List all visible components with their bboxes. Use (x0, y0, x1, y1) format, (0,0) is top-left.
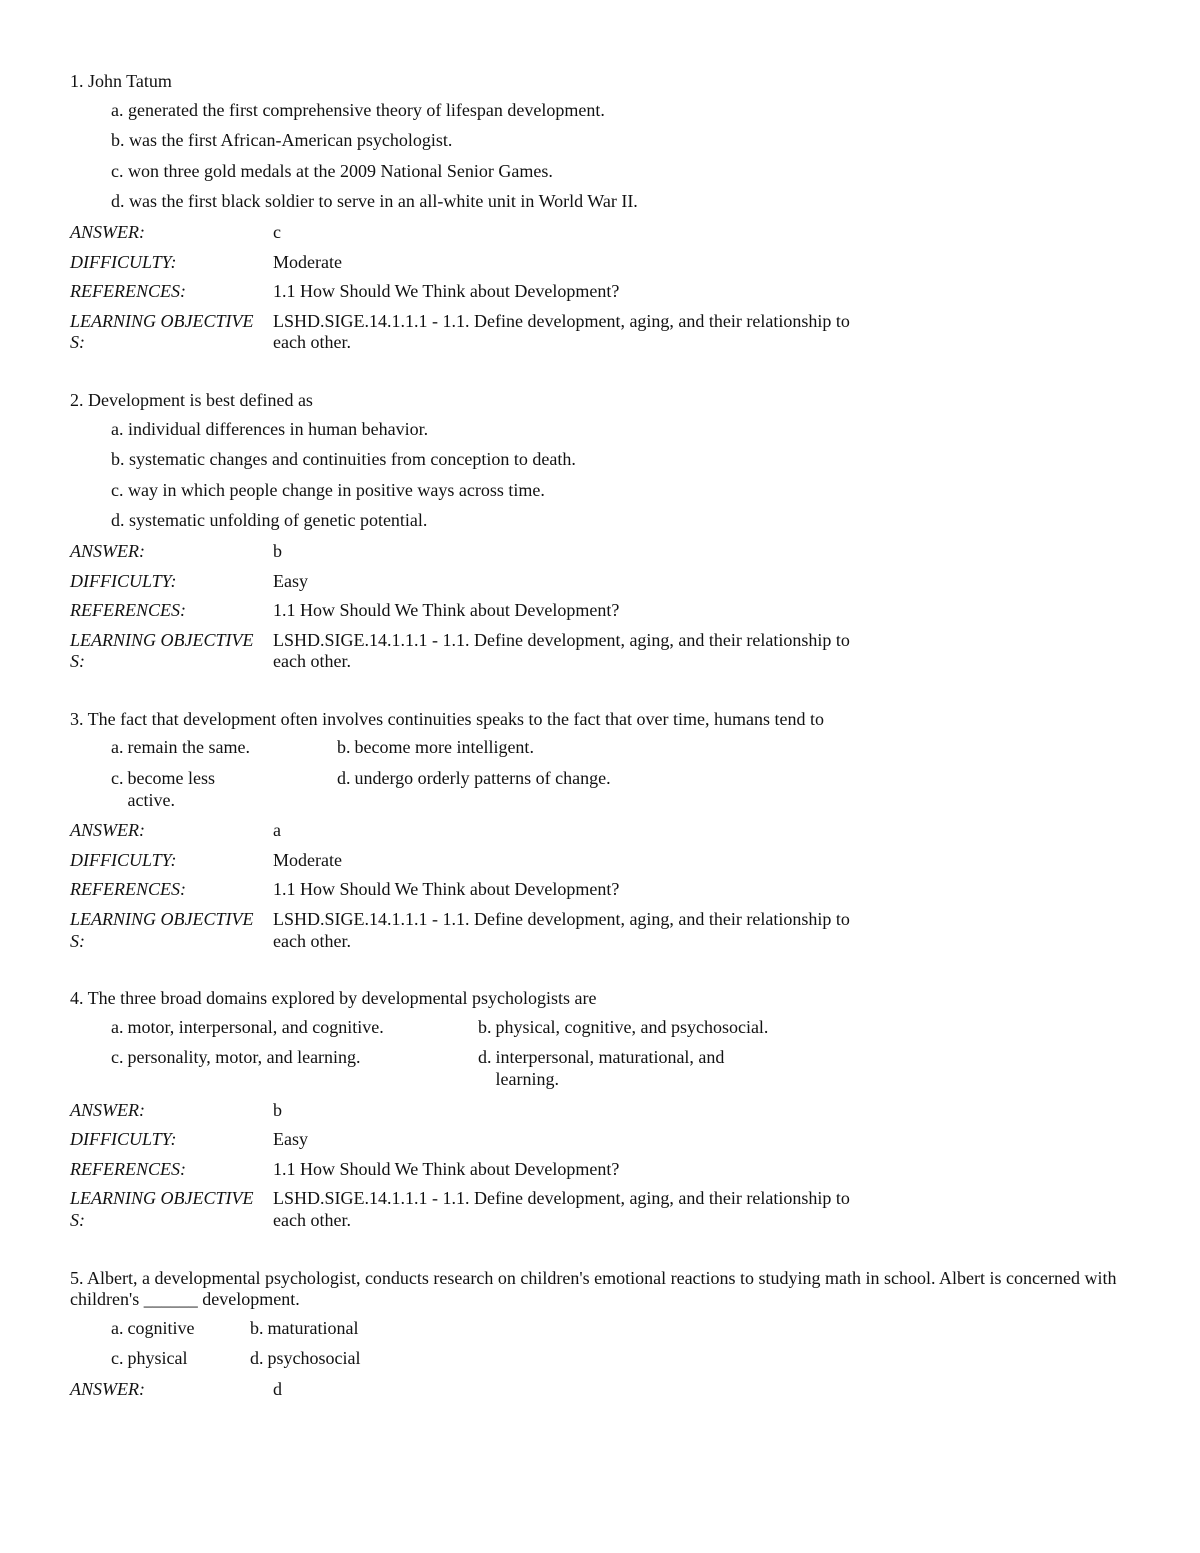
references-row (70, 281, 1160, 303)
learning-objectives-value: LSHD.SIGE.14.1.1.1 - 1.1. Define development, aging, and their relationship to each other. (273, 310, 850, 353)
answer-row (70, 1100, 1160, 1122)
option-letter: a. (111, 1317, 124, 1338)
option-text: physical (127, 1348, 188, 1369)
option-c (111, 1348, 250, 1370)
option-c (111, 1047, 478, 1090)
difficulty-label: DIFFICULTY: (70, 849, 177, 870)
option-a (111, 1318, 250, 1340)
learning-objectives-row (70, 909, 1160, 952)
learning-objectives-value: LSHD.SIGE.14.1.1.1 - 1.1. Define development, aging, and their relationship to each other. (273, 629, 850, 672)
option-text: maturational (267, 1317, 359, 1338)
option-grid-row (111, 1017, 1160, 1039)
difficulty-label: DIFFICULTY: (70, 251, 177, 272)
option-letter: c. (111, 768, 124, 789)
answer-label: ANSWER: (70, 820, 145, 841)
option-d (111, 191, 1160, 213)
option-d (337, 768, 737, 811)
question-stem: 1. John Tatum (70, 71, 172, 91)
option-letter: d. (337, 768, 351, 789)
answer-row (70, 222, 1160, 244)
option-letter: a. (111, 737, 124, 758)
answer-row (70, 1379, 1160, 1401)
option-text: psychosocial (267, 1348, 361, 1369)
references-row (70, 1159, 1160, 1181)
option-b (250, 1318, 450, 1340)
option-a (111, 1017, 478, 1039)
references-label: REFERENCES: (70, 281, 186, 302)
option-letter: c. (111, 1047, 124, 1068)
option-letter: c. (111, 1348, 124, 1369)
answer-row (70, 541, 1160, 563)
option-text: won three gold medals at the 2009 National Senior Games. (128, 160, 553, 181)
option-text: motor, interpersonal, and cognitive. (127, 1016, 384, 1037)
option-text: systematic changes and continuities from conception to death. (129, 449, 576, 470)
learning-objectives-row (70, 311, 1160, 354)
option-letter: c. (111, 160, 124, 181)
difficulty-value: Easy (273, 1129, 308, 1150)
option-c (111, 768, 243, 811)
option-text: physical, cognitive, and psychosocial. (495, 1016, 769, 1037)
option-letter: d. (478, 1047, 492, 1068)
option-letter: b. (337, 737, 351, 758)
answer-value: d (273, 1378, 282, 1399)
learning-objectives-label: LEARNING OBJECTIVES: (70, 909, 254, 951)
difficulty-row (70, 571, 1160, 593)
option-a (111, 419, 1160, 441)
option-letter: b. (111, 449, 125, 470)
answer-value: b (273, 1099, 282, 1120)
learning-objectives-row (70, 1188, 1160, 1231)
difficulty-value: Moderate (273, 251, 342, 272)
answer-label: ANSWER: (70, 1099, 145, 1120)
option-letter: c. (111, 479, 124, 500)
option-text: undergo orderly patterns of change. (354, 768, 611, 789)
option-text: cognitive (127, 1317, 195, 1338)
question-3 (70, 709, 1160, 952)
question-1 (70, 71, 1160, 354)
option-text: become more intelligent. (354, 737, 534, 758)
option-text: become less active. (127, 768, 215, 810)
option-text: interpersonal, maturational, and learning. (495, 1047, 725, 1089)
option-d (478, 1047, 778, 1090)
option-grid-row (111, 737, 1160, 759)
references-value: 1.1 How Should We Think about Development? (273, 879, 620, 900)
question-stem: 2. Development is best defined as (70, 389, 313, 410)
references-row (70, 879, 1160, 901)
learning-objectives-row (70, 630, 1160, 673)
learning-objectives-value: LSHD.SIGE.14.1.1.1 - 1.1. Define development, aging, and their relationship to each other. (273, 909, 850, 951)
answer-value: b (273, 540, 282, 561)
references-value: 1.1 How Should We Think about Development? (273, 600, 620, 621)
learning-objectives-label: LEARNING OBJECTIVES: (70, 310, 254, 353)
question-2 (70, 390, 1160, 673)
question-stem: 5. Albert, a developmental psychologist, conducts research on children's emotional reactions to studying math in school. Albert is concerned with children's ______ development. (70, 1267, 1117, 1310)
difficulty-label: DIFFICULTY: (70, 570, 177, 591)
option-letter: d. (250, 1348, 264, 1369)
question-5 (70, 1268, 1160, 1401)
option-text: individual differences in human behavior. (128, 418, 429, 439)
answer-value: c (273, 221, 281, 242)
difficulty-label: DIFFICULTY: (70, 1129, 177, 1150)
option-letter: d. (111, 510, 125, 531)
references-value: 1.1 How Should We Think about Development? (273, 1158, 620, 1179)
difficulty-row (70, 1129, 1160, 1151)
references-row (70, 600, 1160, 622)
option-text: was the first black soldier to serve in an all-white unit in World War II. (129, 191, 638, 212)
option-letter: a. (111, 418, 124, 439)
difficulty-value: Moderate (273, 849, 342, 870)
option-letter: a. (111, 1016, 124, 1037)
difficulty-row (70, 252, 1160, 274)
option-text: remain the same. (127, 737, 250, 758)
option-b (337, 737, 737, 759)
option-a (111, 737, 337, 759)
option-text: was the first African-American psychologist. (129, 130, 453, 151)
answer-label: ANSWER: (70, 1378, 145, 1399)
option-grid-row (111, 1047, 1160, 1090)
option-a (111, 100, 1160, 122)
option-d (111, 510, 1160, 532)
references-value: 1.1 How Should We Think about Development? (273, 281, 620, 302)
references-label: REFERENCES: (70, 1158, 186, 1179)
option-text: way in which people change in positive ways across time. (128, 479, 545, 500)
answer-value: a (273, 820, 281, 841)
references-label: REFERENCES: (70, 600, 186, 621)
option-letter: d. (111, 191, 125, 212)
option-b (111, 449, 1160, 471)
option-grid-row (111, 768, 1160, 811)
option-letter: b. (478, 1016, 492, 1037)
answer-label: ANSWER: (70, 221, 145, 242)
answer-label: ANSWER: (70, 540, 145, 561)
option-letter: b. (111, 130, 125, 151)
question-4 (70, 988, 1160, 1231)
option-grid-row (111, 1348, 1160, 1370)
difficulty-value: Easy (273, 570, 308, 591)
option-b (111, 130, 1160, 152)
option-text: generated the first comprehensive theory of lifespan development. (128, 99, 605, 120)
option-c (111, 161, 1160, 183)
references-label: REFERENCES: (70, 879, 186, 900)
option-text: systematic unfolding of genetic potential. (129, 510, 428, 531)
answer-row (70, 820, 1160, 842)
option-text: personality, motor, and learning. (127, 1047, 361, 1068)
question-stem: 3. The fact that development often involves continuities speaks to the fact that over time, humans tend to (70, 708, 824, 729)
option-b (478, 1017, 878, 1039)
difficulty-row (70, 850, 1160, 872)
option-letter: b. (250, 1317, 264, 1338)
learning-objectives-label: LEARNING OBJECTIVES: (70, 629, 254, 672)
learning-objectives-value: LSHD.SIGE.14.1.1.1 - 1.1. Define development, aging, and their relationship to each other. (273, 1188, 850, 1230)
learning-objectives-label: LEARNING OBJECTIVES: (70, 1188, 254, 1230)
option-grid-row (111, 1318, 1160, 1340)
question-stem: 4. The three broad domains explored by developmental psychologists are (70, 988, 597, 1009)
option-c (111, 480, 1160, 502)
question-bank-page (70, 71, 1160, 1437)
option-letter: a. (111, 99, 124, 120)
option-d (250, 1348, 378, 1370)
